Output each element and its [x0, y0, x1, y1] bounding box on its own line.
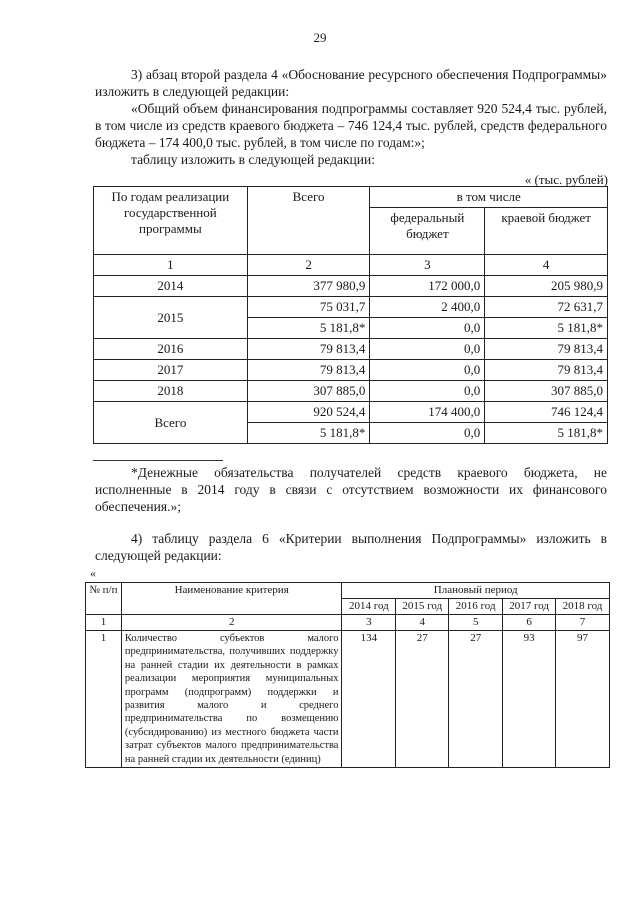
quote-open-mark: « [90, 566, 96, 580]
regional-value: 5 181,8* [485, 318, 608, 339]
header-year: 2014 год [342, 599, 396, 615]
header-year: 2015 год [396, 599, 449, 615]
total-value: 307 885,0 [247, 381, 370, 402]
col-number: 3 [370, 255, 485, 276]
federal-value: 0,0 [370, 423, 485, 444]
table-row [94, 402, 608, 423]
regional-value: 79 813,4 [485, 339, 608, 360]
col-number: 2 [121, 615, 342, 631]
column-numbers-row [86, 615, 610, 631]
federal-value: 0,0 [370, 360, 485, 381]
regional-value: 205 980,9 [485, 276, 608, 297]
year-cell: 2017 [94, 360, 248, 381]
regional-value: 746 124,4 [485, 402, 608, 423]
total-value: 75 031,7 [247, 297, 370, 318]
section-3-instruction: 3) абзац второй раздела 4 «Обоснование ресурсного обеспечения Подпрограммы» изложить в следующей редакции: [95, 67, 607, 99]
financing-table [93, 186, 608, 444]
col-number: 6 [503, 615, 556, 631]
col-number: 1 [94, 255, 248, 276]
regional-value: 307 885,0 [485, 381, 608, 402]
footnote-divider [93, 460, 223, 461]
table-row [94, 276, 608, 297]
col-number: 1 [86, 615, 122, 631]
table-row [94, 381, 608, 402]
header-years: По годам реализации государственной программы [94, 187, 248, 255]
col-number: 4 [396, 615, 449, 631]
header-number: № п/п [86, 583, 122, 615]
table-intro: таблицу изложить в следующей редакции: [131, 152, 375, 167]
federal-value: 172 000,0 [370, 276, 485, 297]
year-cell: 2014 [94, 276, 248, 297]
header-criterion-name: Наименование критерия [121, 583, 342, 615]
total-value: 79 813,4 [247, 339, 370, 360]
header-federal: федеральный бюджет [370, 208, 485, 255]
page-number: 29 [313, 30, 327, 45]
federal-value: 174 400,0 [370, 402, 485, 423]
regional-value: 72 631,7 [485, 297, 608, 318]
table-row [94, 339, 608, 360]
total-value: 5 181,8* [247, 423, 370, 444]
year-cell: 2016 [94, 339, 248, 360]
financing-quote: «Общий объем финансирования подпрограммы составляет 920 524,4 тыс. рублей, в том числе из средств краевого бюджета – 746 124,4 тыс. рублей, средств федерального бюджета – 174 400,0 тыс. рублей, в том числе по годам:»; [95, 101, 607, 150]
header-including: в том числе [370, 187, 608, 208]
col-number: 7 [556, 615, 610, 631]
criterion-name: Количество субъектов малого предпринимательства, получивших поддержку на ранней стадии их деятельности в рамках реализации мероприятия муниципальных программ (подпрограмм) поддержки и развития малого и среднего предпринимательства по возмещению (субсидированию) из местного бюджета части затрат субъектов малого предпринимательства на ранней стадии их деятельности (единиц) [121, 631, 342, 768]
table-row [94, 360, 608, 381]
regional-value: 79 813,4 [485, 360, 608, 381]
col-number: 4 [485, 255, 608, 276]
header-total: Всего [247, 187, 370, 255]
row-number: 1 [86, 631, 122, 768]
header-regional: краевой бюджет [485, 208, 608, 255]
plan-value: 97 [556, 631, 610, 768]
footnote: *Денежные обязательства получателей средств краевого бюджета, не исполненные в 2014 году в связи с отсутствием возможности их финансового обеспечения.»; [95, 465, 607, 514]
federal-value: 0,0 [370, 318, 485, 339]
section-4-instruction: 4) таблицу раздела 6 «Критерии выполнения Подпрограммы» изложить в следующей редакции: [95, 531, 607, 563]
header-planned-period: Плановый период [342, 583, 610, 599]
plan-value: 134 [342, 631, 396, 768]
regional-value: 5 181,8* [485, 423, 608, 444]
plan-value: 93 [503, 631, 556, 768]
unit-label: « (тыс. рублей) [524, 172, 608, 187]
table-row [86, 631, 610, 768]
total-value: 5 181,8* [247, 318, 370, 339]
federal-value: 2 400,0 [370, 297, 485, 318]
plan-value: 27 [449, 631, 503, 768]
year-cell: 2015 [94, 297, 248, 339]
col-number: 2 [247, 255, 370, 276]
table-row [94, 297, 608, 318]
header-year: 2016 год [449, 599, 503, 615]
header-year: 2017 год [503, 599, 556, 615]
total-value: 920 524,4 [247, 402, 370, 423]
col-number: 3 [342, 615, 396, 631]
federal-value: 0,0 [370, 381, 485, 402]
year-cell: Всего [94, 402, 248, 444]
total-value: 377 980,9 [247, 276, 370, 297]
header-year: 2018 год [556, 599, 610, 615]
total-value: 79 813,4 [247, 360, 370, 381]
plan-value: 27 [396, 631, 449, 768]
criteria-table [85, 582, 610, 768]
federal-value: 0,0 [370, 339, 485, 360]
column-numbers-row [94, 255, 608, 276]
year-cell: 2018 [94, 381, 248, 402]
col-number: 5 [449, 615, 503, 631]
